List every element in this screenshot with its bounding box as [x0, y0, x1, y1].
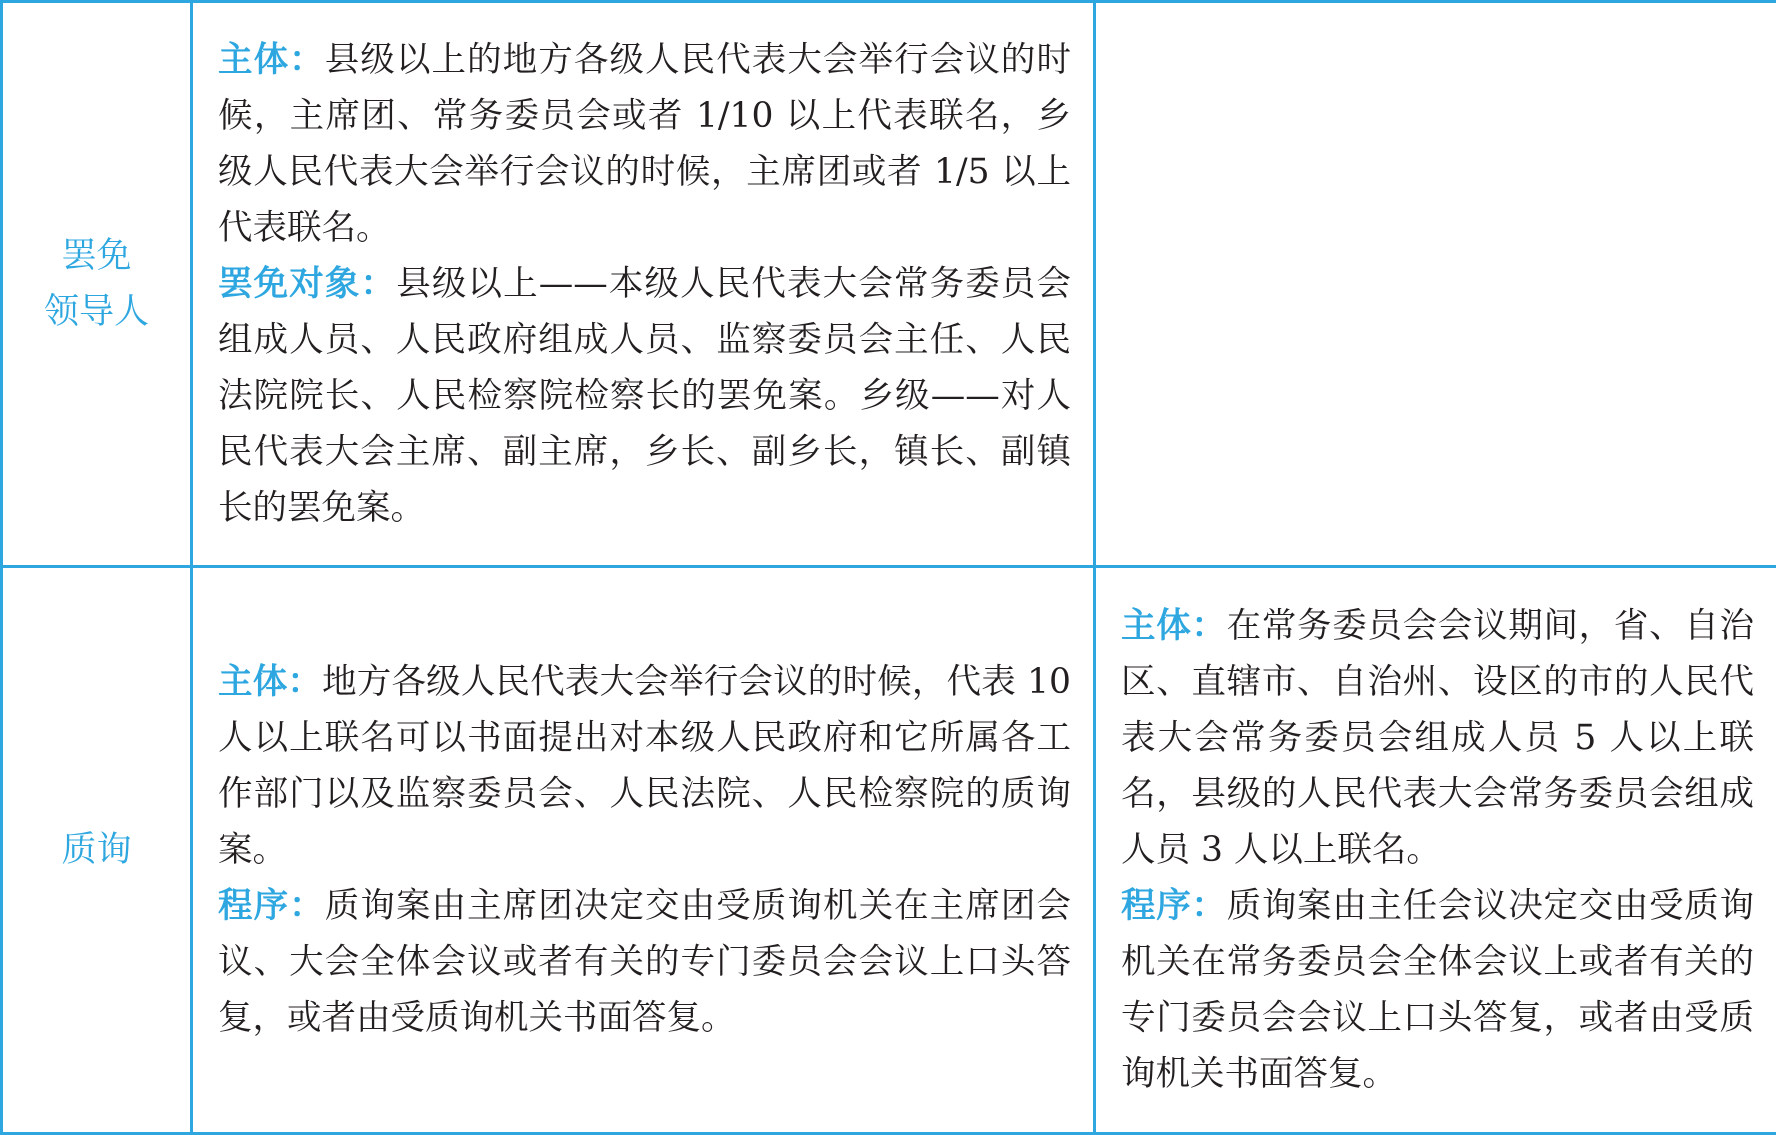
key-term: 程序： [1121, 886, 1227, 926]
inquiry-local-congress-cell [192, 567, 1095, 1134]
paragraph-inquiry-procedure [218, 878, 1071, 1046]
paragraph-text: 县级以上的地方各级人民代表大会举行会议的时候，主席团、常务委员会或者 1/10 以上代表联名，乡级人民代表大会举行会议的时候，主席团或者 1/5 以上代表联名。 [218, 40, 1071, 248]
inquiry-standing-committee-cell [1095, 567, 1776, 1134]
recall-standing-committee-cell-empty [1095, 2, 1776, 567]
key-term: 程序： [218, 886, 325, 926]
paragraph-text: 县级以上——本级人民代表大会常务委员会组成人员、人民政府组成人员、监察委员会主任、人民法院院长、人民检察院检察长的罢免案。乡级——对人民代表大会主席、副主席，乡长、副乡长，镇长、副镇长的罢免案。 [218, 264, 1071, 528]
paragraph-inquiry-standing-procedure [1121, 878, 1754, 1102]
recall-local-congress-cell [192, 2, 1095, 567]
paragraph-inquiry-subject [218, 654, 1071, 878]
paragraph-text: 质询案由主任会议决定交由受质询机关在常务委员会全体会议上或者有关的专门委员会会议上口头答复，或者由受质询机关书面答复。 [1121, 886, 1754, 1094]
paragraph-text: 地方各级人民代表大会举行会议的时候，代表 10 人以上联名可以书面提出对本级人民政府和它所属各工作部门以及监察委员会、人民法院、人民检察院的质询案。 [218, 662, 1071, 870]
paragraph-text: 在常务委员会会议期间，省、自治区、直辖市、自治州、设区的市的人民代表大会常务委员会组成人员 5 人以上联名，县级的人民代表大会常务委员会组成人员 3 人以上联名。 [1121, 606, 1754, 870]
key-term: 主体： [1121, 606, 1227, 646]
row-label-inquiry [2, 567, 192, 1134]
key-term: 主体： [218, 40, 325, 80]
row-label-recall [2, 2, 192, 567]
table-row-inquiry [2, 567, 1776, 1134]
key-term: 主体： [218, 662, 322, 702]
paragraph-recall-target [218, 256, 1071, 536]
paragraph-recall-subject [218, 32, 1071, 256]
paragraph-text: 质询案由主席团决定交由受质询机关在主席团会议、大会全体会议或者有关的专门委员会会议上口头答复，或者由受质询机关书面答复。 [218, 886, 1071, 1038]
table-row-recall [2, 2, 1776, 567]
row-label-line: 领导人 [3, 284, 190, 340]
row-label-line: 罢免 [3, 228, 190, 284]
paragraph-inquiry-standing-subject [1121, 598, 1754, 878]
key-term: 罢免对象： [218, 264, 396, 304]
row-label-line: 质询 [3, 822, 190, 878]
